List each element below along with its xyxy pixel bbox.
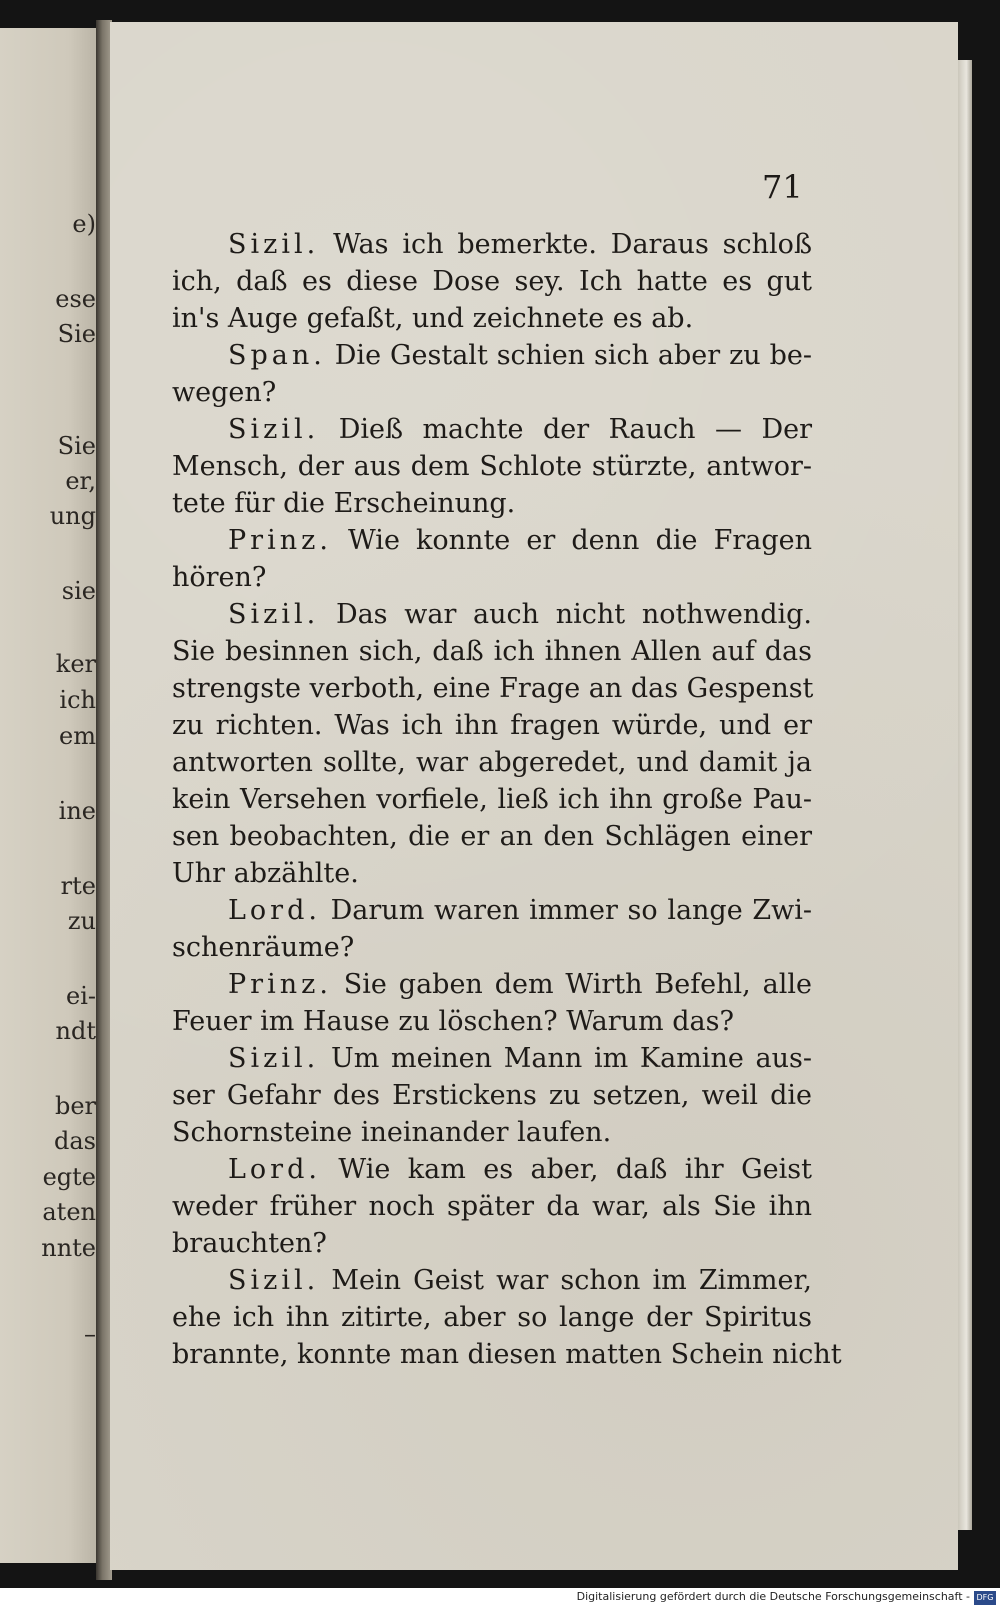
text-line [172, 300, 812, 337]
text-line [172, 929, 812, 966]
line-text: Uhr abzählte. [172, 858, 359, 889]
line-text: Die Gestalt schien sich aber zu be- [334, 340, 812, 371]
text-line [172, 670, 812, 707]
text-line [172, 818, 812, 855]
line-text: brannte, konnte man diesen matten Schein nicht [172, 1339, 842, 1370]
line-text: ich, daß es diese Dose sey. Ich hatte es gut [172, 266, 812, 297]
left-page-fragment: ndt [55, 1017, 96, 1045]
text-line [172, 522, 812, 559]
line-text: zu richten. Was ich ihn fragen würde, und er [172, 710, 812, 741]
line-text: tete für die Erscheinung. [172, 488, 516, 519]
speaker-name: Lord. [228, 1154, 321, 1185]
text-line [172, 1151, 812, 1188]
text-line [172, 596, 812, 633]
speaker-name: Sizil. [228, 229, 320, 260]
line-text: strengste verboth, eine Frage an das Gespenst [172, 673, 814, 704]
text-line [172, 744, 812, 781]
speaker-name: Span. [228, 340, 326, 371]
line-text: Mensch, der aus dem Schlote stürzte, antwor- [172, 451, 812, 482]
left-page-fragment: aten [42, 1198, 96, 1226]
text-line [172, 226, 812, 263]
text-line [172, 1077, 812, 1114]
speaker-name: Sizil. [228, 414, 320, 445]
line-text: Um meinen Mann im Kamine aus- [330, 1043, 812, 1074]
text-line [172, 337, 812, 374]
line-text: Sie gaben dem Wirth Befehl, alle [343, 969, 812, 1000]
speaker-name: Sizil. [228, 599, 320, 630]
line-text: sen beobachten, die er an den Schlägen einer [172, 821, 812, 852]
line-text: Darum waren immer so lange Zwi- [330, 895, 813, 926]
line-text: Was ich bemerkte. Daraus schloß [333, 229, 812, 260]
line-text: brauchten? [172, 1228, 327, 1259]
speaker-name: Sizil. [228, 1043, 320, 1074]
line-text: Sie besinnen sich, daß ich ihnen Allen auf das [172, 636, 812, 667]
line-text: weder früher noch später da war, als Sie ihn [172, 1191, 812, 1222]
page-edge [958, 60, 972, 1530]
text-line [172, 1262, 812, 1299]
left-page-fragment: nnte [41, 1234, 96, 1262]
text-line [172, 1114, 812, 1151]
text-line [172, 485, 812, 522]
text-line [172, 448, 812, 485]
text-line [172, 1299, 812, 1336]
text-line [172, 781, 812, 818]
left-page-fragment: zu [67, 907, 96, 935]
speaker-name: Lord. [228, 895, 321, 926]
text-line [172, 263, 812, 300]
text-line [172, 411, 812, 448]
left-page-fragment: ber [54, 1092, 96, 1120]
speaker-name: Prinz. [228, 525, 332, 556]
text-line [172, 1040, 812, 1077]
left-page-fragment: ung [49, 502, 96, 530]
speaker-name: Sizil. [228, 1265, 320, 1296]
line-text: Wie konnte er denn die Fragen [348, 525, 812, 556]
speaker-name: Prinz. [228, 969, 332, 1000]
text-line [172, 559, 812, 596]
line-text: ser Gefahr des Erstickens zu setzen, weil die [172, 1080, 812, 1111]
text-line [172, 374, 812, 411]
text-line [172, 1225, 812, 1262]
text-line [172, 633, 812, 670]
line-text: schenräume? [172, 932, 355, 963]
left-page-fragment: Sie [57, 432, 96, 460]
line-text: kein Versehen vorfiele, ließ ich ihn große Pau- [172, 784, 812, 815]
line-text: hören? [172, 562, 267, 593]
left-page-fragment: ker [55, 650, 96, 678]
dialogue-text-block [172, 226, 842, 1373]
left-page-fragment: em [59, 722, 96, 750]
text-line [172, 855, 812, 892]
left-page-fragment: – [84, 1320, 96, 1348]
line-text: ehe ich ihn zitirte, aber so lange der Spiritus [172, 1302, 812, 1333]
left-facing-page [0, 28, 98, 1563]
dfg-logo: DFG [974, 1591, 996, 1605]
left-page-fragment: e) [72, 210, 96, 238]
line-text: Mein Geist war schon im Zimmer, [331, 1265, 812, 1296]
text-line [172, 1188, 812, 1225]
left-page-fragment: rte [60, 872, 96, 900]
line-text: Das war auch nicht nothwendig. [335, 599, 813, 630]
left-page-fragment: ich [59, 686, 96, 714]
line-text: wegen? [172, 377, 277, 408]
text-line [172, 1336, 842, 1373]
text-line [172, 1003, 812, 1040]
left-page-fragment: egte [42, 1163, 96, 1191]
text-line [172, 966, 812, 1003]
left-page-fragment: ese [55, 285, 96, 313]
left-page-fragment: ine [58, 797, 96, 825]
line-text: Schornsteine ineinander laufen. [172, 1117, 612, 1148]
line-text: Wie kam es aber, daß ihr Geist [338, 1154, 812, 1185]
left-page-fragment: ei- [66, 982, 96, 1010]
text-line [172, 707, 812, 744]
page-number: 71 [762, 168, 803, 206]
left-page-fragment: sie [61, 577, 96, 605]
text-line [172, 892, 812, 929]
line-text: Dieß machte der Rauch — Der [338, 414, 812, 445]
left-page-fragment: Sie [57, 320, 96, 348]
line-text: in's Auge gefaßt, und zeichnete es ab. [172, 303, 694, 334]
line-text: Feuer im Hause zu löschen? Warum das? [172, 1006, 734, 1037]
digitization-credit: Digitalisierung gefördert durch die Deutsche Forschungsgemeinschaft - [576, 1590, 970, 1603]
left-page-fragment: er, [65, 467, 96, 495]
left-page-fragment: das [54, 1127, 96, 1155]
line-text: antworten sollte, war abgeredet, und damit ja [172, 747, 812, 778]
